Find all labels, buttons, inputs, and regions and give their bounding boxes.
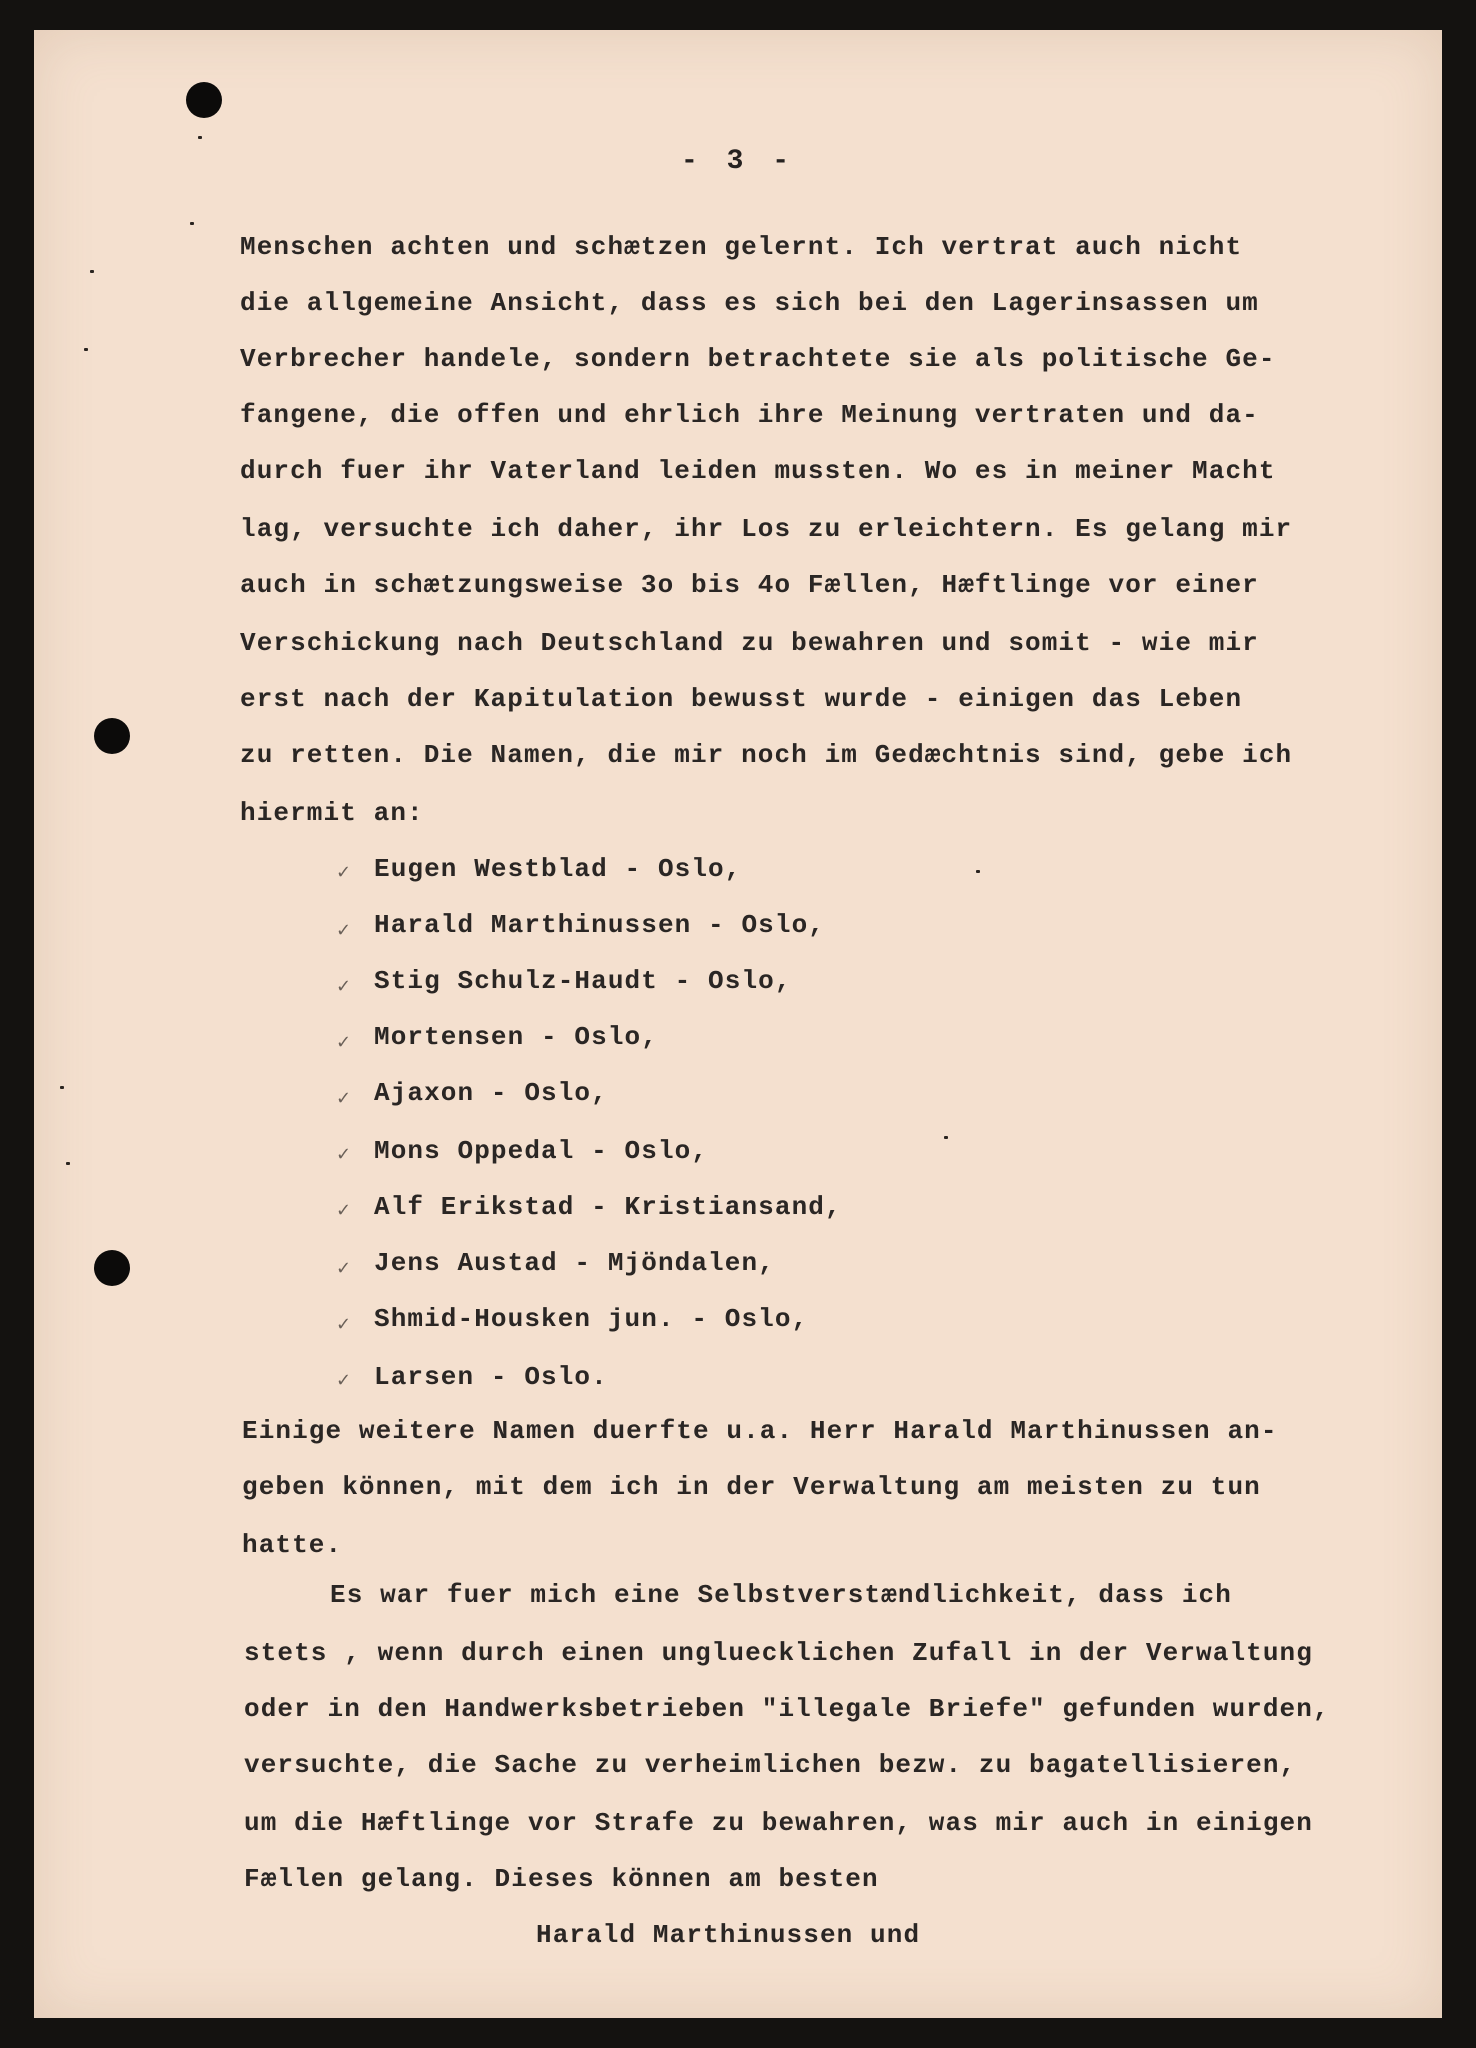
text-line: durch fuer ihr Vaterland leiden mussten. Wo es in meiner Macht — [240, 456, 1276, 486]
text-line: stets , wenn durch einen ungluecklichen Zufall in der Verwaltung — [244, 1638, 1313, 1668]
text-line: auch in schætzungsweise 3o bis 4o Fællen, Hæftlinge vor einer — [240, 570, 1259, 600]
text-line: erst nach der Kapitulation bewusst wurde - einigen das Leben — [240, 684, 1243, 714]
check-mark-icon: ✓ — [336, 976, 352, 997]
paper-speck — [190, 222, 194, 225]
check-mark-icon: ✓ — [336, 1144, 352, 1165]
list-item: Jens Austad - Mjöndalen, — [374, 1248, 775, 1278]
list-item: Harald Marthinussen - Oslo, — [374, 910, 825, 940]
check-mark-icon: ✓ — [336, 1258, 352, 1279]
text-line: fangene, die offen und ehrlich ihre Meinung vertraten und da- — [240, 400, 1259, 430]
punch-hole — [186, 82, 222, 118]
text-line: zu retten. Die Namen, die mir noch im Gedæchtnis sind, gebe ich — [240, 740, 1293, 770]
list-item: Mortensen - Oslo, — [374, 1022, 658, 1052]
page-number: - 3 - — [680, 146, 795, 177]
list-item: Stig Schulz-Haudt - Oslo, — [374, 966, 792, 996]
text-line: geben können, mit dem ich in der Verwaltung am meisten zu tun — [242, 1472, 1261, 1502]
text-line: Verbrecher handele, sondern betrachtete sie als politische Ge- — [240, 344, 1276, 374]
punch-hole — [94, 1250, 130, 1286]
check-mark-icon: ✓ — [336, 1088, 352, 1109]
paper-speck — [66, 1162, 70, 1165]
list-item: Shmid-Housken jun. - Oslo, — [374, 1304, 809, 1334]
list-item: Ajaxon - Oslo, — [374, 1078, 608, 1108]
list-item: Mons Oppedal - Oslo, — [374, 1136, 709, 1166]
check-mark-icon: ✓ — [336, 1032, 352, 1053]
check-mark-icon: ✓ — [336, 1200, 352, 1221]
paper-speck — [60, 1086, 64, 1089]
check-mark-icon: ✓ — [336, 862, 352, 883]
text-line: Es war fuer mich eine Selbstverstændlichkeit, dass ich — [330, 1580, 1232, 1610]
list-item: Eugen Westblad - Oslo, — [374, 854, 742, 884]
text-line: Menschen achten und schætzen gelernt. Ich vertrat auch nicht — [240, 232, 1243, 262]
list-item: Alf Erikstad - Kristiansand, — [374, 1192, 842, 1222]
check-mark-icon: ✓ — [336, 1314, 352, 1335]
text-line: die allgemeine Ansicht, dass es sich bei den Lagerinsassen um — [240, 288, 1259, 318]
text-line: hatte. — [242, 1530, 343, 1560]
paper-speck — [976, 870, 980, 873]
list-item: Larsen - Oslo. — [374, 1362, 608, 1392]
text-line: hiermit an: — [240, 798, 424, 828]
text-line: lag, versuchte ich daher, ihr Los zu erleichtern. Es gelang mir — [240, 514, 1293, 544]
text-line: oder in den Handwerksbetrieben "illegale Briefe" gefunden wurden, — [244, 1694, 1330, 1724]
paper-speck — [90, 270, 94, 273]
punch-hole — [94, 718, 130, 754]
check-mark-icon: ✓ — [336, 920, 352, 941]
text-line: um die Hæftlinge vor Strafe zu bewahren, was mir auch in einigen — [244, 1808, 1313, 1838]
paper-speck — [198, 136, 202, 139]
text-line: Einige weitere Namen duerfte u.a. Herr Harald Marthinussen an- — [242, 1416, 1278, 1446]
closing-line: Harald Marthinussen und — [536, 1920, 921, 1950]
check-mark-icon: ✓ — [336, 1370, 352, 1391]
text-line: versuchte, die Sache zu verheimlichen bezw. zu bagatellisieren, — [244, 1750, 1297, 1780]
paper-speck — [84, 348, 88, 351]
text-line: Fællen gelang. Dieses können am besten — [244, 1864, 879, 1894]
paper-speck — [944, 1136, 948, 1139]
text-line: Verschickung nach Deutschland zu bewahren und somit - wie mir — [240, 628, 1259, 658]
